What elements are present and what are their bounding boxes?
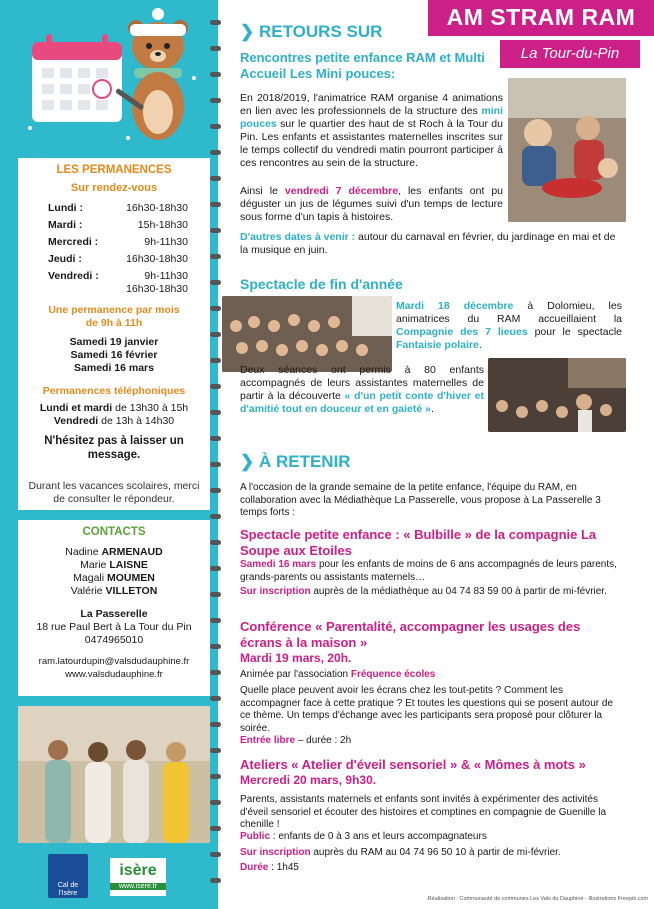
- contact-person: Marie LAISNE: [80, 559, 148, 571]
- spectacle-title: Spectacle de fin d'année: [240, 276, 403, 292]
- message-note: N'hésitez pas à laisser un message.: [44, 435, 184, 461]
- contact-website-link[interactable]: www.valsdudauphine.fr: [65, 669, 163, 680]
- footer-credit: Réalisation : Communauté de communes Les Vals du Dauphiné - Illustrations Freepik.com: [427, 896, 648, 902]
- calendar-icon: [32, 34, 122, 122]
- contacts-title: CONTACTS: [82, 526, 146, 538]
- retenir-intro: A l'occasion de la grande semaine de la petite enfance, l'équipe du RAM, en collaboration avec la Médiathèque La Passerelle, vous propose à La Passerelle 3 temps forts :: [240, 482, 601, 518]
- photo-children-activity: [508, 78, 626, 222]
- retours-title: Rencontres petite enfance RAM et Multi Accueil Les Mini pouces:: [240, 50, 485, 81]
- event-1-inscription: Sur inscription auprès de la médiathèque au 04 74 83 59 00 à partir de mi-février.: [240, 586, 607, 597]
- contact-phone: 0474965010: [84, 634, 144, 646]
- phone-hours-1: Lundi et mardi de 13h30 à 15h: [39, 402, 189, 414]
- contact-person: Magali MOUMEN: [73, 572, 155, 584]
- header-banner: [428, 0, 654, 36]
- photo-spectacle: [488, 358, 626, 432]
- contact-email-link[interactable]: ram.latourdupin@valsdudauphine.fr: [38, 656, 190, 667]
- schedule-row-extra: 16h30-18h30: [126, 283, 188, 295]
- permanences-title: LES PERMANENCES: [56, 164, 172, 176]
- contact-person: Valérie VILLETON: [70, 585, 158, 597]
- contact-person: Nadine ARMENAUD: [65, 546, 163, 558]
- schedule-row: Lundi : 16h30-18h30: [48, 202, 188, 214]
- event-2-text: Quelle place peuvent avoir les écrans chez les tout-petits ? Comment les accompagner face à cette pratique ? Et toutes les questions qui se posent autour de ce thème. Un temps d'échange avec les participants sera proposé pour clôturer la soirée.: [240, 685, 614, 734]
- retours-paragraph-1: En 2018/2019, l'animatrice RAM organise 4 animations en lien avec les professionnels de la structure des mini pouces sur le quartier des haut de st Roch à la Tour du Pin. Les enfants et assistantes maternelles inscrites sur le temps collectif du vendredi matin pourront participer à ces rencontres au sein de la structure.: [240, 92, 503, 169]
- schedule-row: Vendredi : 9h-11h30: [48, 270, 188, 282]
- event-2-animator: Animée par l'association Fréquence écoles: [240, 669, 436, 680]
- event-3-date: Mercredi 20 mars, 9h30.: [240, 773, 377, 787]
- phone-hours-2: Vendredi de 13h à 14h30: [53, 415, 175, 427]
- schedule-list: [18, 194, 210, 296]
- schedule-row: Jeudi : 16h30-18h30: [48, 253, 188, 265]
- spectacle-paragraph-1: Mardi 18 décembre à Dolomieu, les animatrices du RAM accueillaient la Compagnie des 7 lieues pour le spectacle Fantaisie polaire.: [396, 300, 622, 351]
- event-2-title: Conférence « Parentalité, accompagner les usages des écrans à la maison »: [240, 619, 581, 650]
- event-3-duree: Durée : 1h45: [240, 862, 299, 873]
- bear-icon: [115, 8, 188, 140]
- permanences-card: [18, 158, 210, 510]
- location-banner: [500, 40, 640, 68]
- spectacle-paragraph-2: Deux séances ont permis à 80 enfants accompagnés de leurs assistantes maternelles de partir à la découverte « d'un petit conte d'hiver et d'amitié tout en douceur et en gaieté ».: [240, 364, 484, 415]
- schedule-row: Mardi : 15h-18h30: [48, 219, 188, 231]
- isere-logo: isère www.isere.fr: [110, 858, 166, 896]
- chevron-right-icon: ❯: [240, 22, 259, 41]
- contact-address: 18 rue Paul Bert à La Tour du Pin: [36, 621, 192, 633]
- contact-place: La Passerelle: [80, 608, 148, 620]
- event-3-inscription: Sur inscription auprès du RAM au 04 74 96 50 10 à partir de mi-février.: [240, 847, 561, 858]
- chevron-right-icon: ❯: [240, 452, 259, 471]
- section-heading-retenir: ❯ À RETENIR: [240, 452, 351, 471]
- contacts-card: [18, 520, 210, 696]
- monthly-dates: Samedi 19 janvier Samedi 16 février Samedi 16 mars: [69, 336, 159, 374]
- phone-title: Permanences téléphoniques: [42, 385, 186, 397]
- newsletter-title: AM STRAM RAM: [446, 4, 636, 30]
- retours-paragraph-3: D'autres dates à venir : autour du carnaval en février, du jardinage en mai et de la musique en juin.: [240, 231, 616, 256]
- location-label: La Tour-du-Pin: [520, 45, 620, 62]
- schedule-row: Mercredi : 9h-11h30: [48, 236, 188, 248]
- event-3-text: Parents, assistants maternels et enfants sont invités à expérimenter des activités d'éveil sensoriel et écouter des histoires et comptines en compagnie de Guenille la chenille !: [240, 794, 607, 830]
- event-2-entry: Entrée libre – durée : 2h: [240, 735, 352, 746]
- retours-paragraph-2: Ainsi le vendredi 7 décembre, les enfants ont pu déguster un jus de légumes suivi d'un temps de lecture sous forme d'un tapis à histoires.: [240, 185, 504, 223]
- event-1-text: Samedi 16 mars pour les enfants de moins de 6 ans accompagnés de leurs parents, grands-parents ou assistants maternels…: [240, 559, 617, 583]
- calendar-bear-illustration: [18, 8, 208, 156]
- caf-logo: Cal de l'Isère: [48, 854, 88, 898]
- section-heading-retours: ❯ RETOURS SUR: [240, 22, 383, 41]
- partner-logos: [18, 848, 210, 906]
- vacances-note: Durant les vacances scolaires, merci de consulter le répondeur.: [28, 480, 200, 505]
- permanences-subtitle: Sur rendez-vous: [70, 182, 158, 194]
- event-2-date: Mardi 19 mars, 20h.: [240, 651, 352, 665]
- photo-audience: [222, 296, 392, 372]
- event-1-title: Spectacle petite enfance : « Bulbille » de la compagnie La Soupe aux Etoiles: [240, 527, 597, 558]
- event-3-title: Ateliers « Atelier d'éveil sensoriel » & « Mômes à mots »: [240, 757, 586, 772]
- team-photo: [18, 706, 210, 843]
- monthly-title: Une permanence par mois de 9h à 11h: [48, 304, 180, 329]
- event-3-public: Public : enfants de 0 à 3 ans et leurs accompagnateurs: [240, 831, 487, 842]
